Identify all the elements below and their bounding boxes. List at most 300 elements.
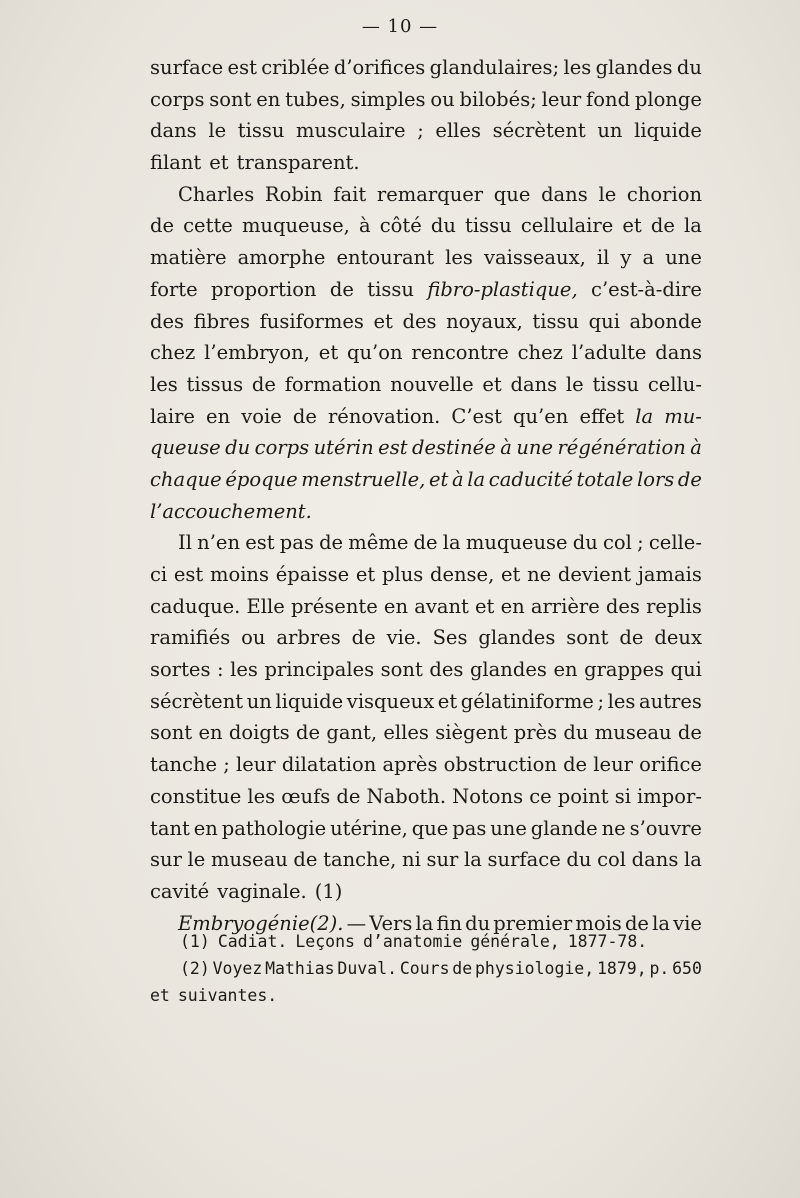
text-word: est — [378, 436, 408, 460]
text-word: arrière — [530, 594, 600, 618]
text-word: menstruelle, — [301, 467, 426, 491]
footnote-line — [150, 928, 702, 955]
text-word: de — [150, 214, 175, 238]
text-word: arbres — [276, 626, 341, 650]
text-word: le — [208, 119, 227, 143]
text-word: caduque. — [150, 594, 241, 618]
text-word: tanche, — [323, 848, 397, 872]
text-word: les — [247, 784, 276, 808]
text-word: devient — [557, 563, 632, 586]
text-word: l’accouchement. — [150, 499, 312, 523]
text-word: de — [563, 753, 588, 777]
text-word: est — [173, 563, 204, 586]
text-word: des — [150, 309, 185, 333]
text-word: Embryogénie(2). — [178, 911, 344, 935]
text-word: les — [445, 246, 473, 270]
text-word: le — [565, 372, 584, 396]
text-word: surface — [150, 56, 224, 79]
text-line — [150, 527, 702, 559]
text-word: le — [187, 848, 206, 872]
text-word: Naboth. — [366, 784, 447, 808]
footnote-word: (1) — [180, 932, 210, 951]
text-word: du — [572, 531, 598, 555]
text-word: la — [652, 911, 670, 935]
text-word: du — [225, 436, 251, 460]
text-line — [150, 781, 702, 813]
text-line — [150, 622, 702, 654]
text-word: voie — [241, 404, 282, 428]
text-word: leur — [541, 87, 582, 111]
text-word: de — [251, 372, 276, 396]
text-word: avant — [414, 594, 469, 618]
text-word: la — [467, 467, 486, 491]
text-word: il — [596, 246, 610, 270]
footnote-word: d’anatomie — [362, 932, 463, 951]
text-word: noyaux, — [446, 309, 523, 333]
text-word: de — [351, 626, 376, 650]
text-word: une — [490, 816, 527, 840]
text-word: glandes — [469, 658, 547, 682]
text-word: du — [563, 721, 589, 745]
footnote-word: Cours — [399, 959, 450, 978]
text-word: nouvelle — [390, 372, 474, 396]
text-word: tant — [150, 816, 190, 840]
text-line — [150, 274, 702, 306]
text-word: gélatiniforme — [460, 689, 594, 713]
text-word: les — [230, 658, 258, 682]
text-word: et — [373, 309, 393, 333]
text-word: ; — [597, 689, 605, 713]
footnote-word: Mathias — [265, 959, 335, 978]
text-word: fin — [436, 911, 463, 935]
text-word: musculaire — [296, 119, 406, 143]
footnote-line — [150, 955, 702, 982]
text-word: transparent. — [236, 151, 360, 175]
text-word: y — [620, 246, 632, 270]
text-word: tissus — [186, 372, 244, 396]
text-word: à — [452, 467, 464, 491]
text-word: de — [329, 277, 354, 301]
text-word: des — [605, 594, 640, 618]
text-word: abonde — [629, 309, 702, 333]
text-word: impor- — [637, 784, 702, 808]
text-word: à — [690, 436, 702, 460]
footnote-word: et — [150, 986, 170, 1005]
text-word: fibres — [193, 309, 250, 333]
text-word: une — [516, 436, 554, 460]
text-word: les — [563, 56, 592, 79]
text-word: glande — [530, 816, 598, 840]
text-word: corps — [150, 87, 205, 111]
text-word: Charles — [178, 182, 255, 206]
text-word: formation — [284, 372, 382, 396]
text-word: en — [383, 594, 409, 618]
footnote-word: 650 — [672, 959, 702, 978]
text-word: effet — [579, 404, 625, 428]
text-word: jamais — [637, 563, 702, 586]
text-word: elles — [435, 119, 481, 143]
text-word: col — [603, 531, 632, 555]
text-word: doigts — [228, 721, 290, 745]
text-word: ne — [527, 563, 552, 586]
text-word: leur — [593, 753, 633, 777]
text-word: simples — [350, 87, 426, 111]
footnote-word: 1879, — [596, 959, 647, 978]
text-word: tissu — [532, 309, 580, 333]
text-word: sécrètent — [150, 689, 244, 713]
text-word: deux — [654, 626, 702, 650]
text-word: présente — [290, 594, 378, 618]
text-word: gant, — [326, 721, 378, 745]
text-word: sont — [209, 87, 252, 111]
text-word: pas — [452, 816, 487, 840]
text-word: chez — [517, 341, 563, 365]
text-word: destinée — [412, 436, 496, 460]
text-word: en — [206, 404, 231, 428]
text-word: utérine, — [330, 816, 408, 840]
text-word: de — [677, 721, 702, 745]
text-word: ; — [223, 753, 230, 777]
text-word: replis — [646, 594, 702, 618]
text-word: vie. — [386, 626, 422, 650]
text-word: liquide — [634, 119, 702, 143]
text-word: même — [348, 531, 409, 555]
text-word: tubes, — [285, 87, 346, 111]
text-word: cette — [183, 214, 233, 238]
text-word: du — [465, 911, 491, 935]
text-word: sortes — [150, 658, 211, 682]
text-word: sur — [426, 848, 459, 872]
text-word: la — [415, 911, 434, 935]
text-word: Vers — [369, 911, 413, 935]
footnote-word: générale, — [470, 932, 560, 951]
text-line — [150, 115, 702, 147]
text-word: qu’en — [513, 404, 569, 428]
text-word: sur — [150, 848, 182, 872]
text-word: et — [482, 372, 502, 396]
text-word: du — [676, 56, 702, 79]
text-line — [150, 52, 702, 84]
text-word: glandes — [478, 626, 556, 650]
footnote-word: de — [452, 959, 473, 978]
text-line — [150, 559, 702, 591]
text-word: muqueuse — [465, 531, 568, 555]
text-word: amorphe — [237, 246, 326, 270]
text-word: museau — [210, 848, 288, 872]
text-word: pathologie — [221, 816, 327, 840]
footnote-word: physiologie, — [474, 959, 595, 978]
text-word: en — [193, 816, 218, 840]
text-word: cellu- — [647, 372, 702, 396]
text-word: la — [442, 531, 461, 555]
text-word: en — [256, 87, 281, 111]
text-word: tanche — [150, 753, 218, 777]
text-line — [150, 147, 702, 179]
text-word: est — [227, 56, 257, 79]
text-word: ce — [529, 784, 552, 808]
text-word: sont — [380, 658, 423, 682]
text-word: de — [292, 404, 317, 428]
text-word: sont — [150, 721, 193, 745]
text-word: dans — [510, 372, 558, 396]
text-word: utérin — [313, 436, 374, 460]
text-word: à — [500, 436, 512, 460]
text-word: fait — [333, 182, 367, 206]
text-word: le — [598, 182, 617, 206]
text-word: rénovation. — [327, 404, 441, 428]
text-word: tissu — [592, 372, 640, 396]
text-word: cavité — [150, 879, 210, 903]
text-word: ne — [601, 816, 626, 840]
text-word: ou — [430, 87, 455, 111]
text-word: pas — [279, 531, 314, 555]
body-text — [150, 52, 702, 939]
text-word: matière — [150, 246, 227, 270]
text-word: premier — [493, 911, 573, 935]
text-word: — — [346, 911, 367, 935]
text-word: liquide — [275, 689, 344, 713]
text-word: constitue — [150, 784, 242, 808]
text-word: chez — [150, 341, 196, 365]
text-word: ; — [417, 119, 424, 143]
text-line — [150, 876, 702, 908]
text-word: de — [650, 214, 675, 238]
footnote-word: (2) — [180, 959, 210, 978]
text-word: plus — [381, 563, 424, 586]
text-line — [150, 496, 702, 528]
text-word: moins — [209, 563, 270, 586]
text-word: vaisseaux, — [483, 246, 586, 270]
text-word: l’adulte — [571, 341, 647, 365]
text-word: la — [684, 848, 702, 872]
text-word: fond — [586, 87, 631, 111]
text-word: autres — [639, 689, 702, 713]
text-line — [150, 210, 702, 242]
text-word: qui — [588, 309, 620, 333]
text-word: plonge — [634, 87, 702, 111]
footnote-word: suivantes. — [177, 986, 278, 1005]
text-word: mu- — [664, 404, 702, 428]
footnote-word: p. — [649, 959, 670, 978]
text-word: des — [429, 658, 464, 682]
text-word: fibro-plastique, — [427, 277, 578, 301]
text-word: en — [500, 594, 525, 618]
text-word: Il — [178, 531, 192, 555]
footnotes — [150, 928, 702, 1009]
footnote-word: Cadiat. — [217, 932, 288, 951]
text-word: totale — [576, 467, 634, 491]
footnote-word: Voyez — [212, 959, 263, 978]
text-word: celle- — [648, 531, 702, 555]
text-word: ou — [241, 626, 266, 650]
text-word: criblée — [261, 56, 330, 79]
text-word: de — [296, 721, 321, 745]
text-word: point — [557, 784, 609, 808]
text-line — [150, 306, 702, 338]
text-word: œufs — [281, 784, 331, 808]
text-line — [150, 686, 702, 718]
text-word: fusiformes — [259, 309, 364, 333]
text-word: cellulaire — [520, 214, 614, 238]
text-word: tissu — [237, 119, 285, 143]
text-line — [150, 337, 702, 369]
text-word: époque — [225, 467, 298, 491]
text-word: et — [318, 341, 339, 365]
text-word: grappes — [584, 658, 665, 682]
text-word: et — [501, 563, 521, 586]
text-word: une — [665, 246, 702, 270]
text-word: côté — [379, 214, 422, 238]
text-word: muqueuse, — [241, 214, 350, 238]
text-word: et — [429, 467, 449, 491]
text-word: orifice — [639, 753, 702, 777]
text-word: tissu — [465, 214, 512, 238]
text-word: en — [198, 721, 223, 745]
text-word: rencontre — [411, 341, 509, 365]
text-word: tissu — [367, 277, 414, 301]
text-word: a — [642, 246, 655, 270]
text-word: la — [635, 404, 654, 428]
text-word: dilatation — [281, 753, 377, 777]
text-word: si — [614, 784, 631, 808]
text-word: l’embryon, — [204, 341, 310, 365]
text-line — [150, 401, 702, 433]
text-word: est — [245, 531, 275, 555]
text-word: les — [607, 689, 636, 713]
text-word: du — [566, 848, 592, 872]
text-word: proportion — [211, 277, 317, 301]
text-word: du — [430, 214, 456, 238]
text-word: caducité — [488, 467, 573, 491]
text-word: un — [597, 119, 623, 143]
text-word: siègent — [435, 721, 508, 745]
text-word: la — [684, 214, 702, 238]
text-word: C’est — [451, 404, 502, 428]
text-word: dans — [150, 119, 197, 143]
text-line — [150, 432, 702, 464]
text-word: sécrètent — [492, 119, 586, 143]
text-word: et — [209, 151, 229, 175]
text-word: chaque — [150, 467, 222, 491]
text-line — [150, 84, 702, 116]
text-line — [150, 591, 702, 623]
text-word: dans — [655, 341, 702, 365]
text-word: bilobés; — [459, 87, 537, 111]
footnote-word: Duval. — [337, 959, 398, 978]
text-word: c’est-à-dire — [591, 277, 702, 301]
text-line — [150, 242, 702, 274]
text-word: ni — [402, 848, 421, 872]
text-line — [150, 464, 702, 496]
text-word: col — [597, 848, 627, 872]
footnote-word: Leçons — [295, 932, 355, 951]
text-word: entourant — [336, 246, 435, 270]
text-word: corps — [254, 436, 310, 460]
text-word: la — [464, 848, 482, 872]
text-word: leur — [236, 753, 276, 777]
text-word: dans — [631, 848, 679, 872]
text-line — [150, 717, 702, 749]
text-word: de — [677, 467, 702, 491]
text-word: Robin — [264, 182, 323, 206]
text-word: d’orifices — [333, 56, 426, 79]
text-word: Ses — [432, 626, 468, 650]
text-word: les — [150, 372, 178, 396]
text-word: glandes — [595, 56, 673, 79]
text-word: dans — [541, 182, 588, 206]
text-word: et — [355, 563, 376, 586]
text-word: qu’on — [347, 341, 403, 365]
text-word: remarquer — [376, 182, 484, 206]
text-word: obstruction — [443, 753, 557, 777]
text-word: museau — [594, 721, 672, 745]
text-word: ramifiés — [150, 626, 231, 650]
text-word: laire — [150, 404, 195, 428]
text-word: lors — [636, 467, 675, 491]
text-word: surface — [487, 848, 561, 872]
text-word: après — [382, 753, 438, 777]
text-line — [150, 813, 702, 845]
text-word: près — [513, 721, 558, 745]
text-line — [150, 749, 702, 781]
text-line — [150, 654, 702, 686]
text-word: ; — [637, 531, 644, 555]
text-word: ci — [150, 563, 168, 586]
text-word: : — [217, 658, 224, 682]
text-word: glandulaires; — [429, 56, 560, 79]
text-word: en — [553, 658, 578, 682]
text-word: régénération — [557, 436, 686, 460]
text-word: un — [246, 689, 272, 713]
text-line — [150, 179, 702, 211]
text-line — [150, 844, 702, 876]
text-word: dense, — [429, 563, 495, 586]
text-word: Notons — [452, 784, 524, 808]
text-word: s’ouvre — [629, 816, 702, 840]
text-word: principales — [264, 658, 375, 682]
text-word: de — [624, 911, 649, 935]
footnote-word: 1877-78. — [567, 932, 648, 951]
text-word: que — [493, 182, 531, 206]
footnote-line — [150, 982, 702, 1009]
text-word: qui — [670, 658, 702, 682]
text-word: et — [437, 689, 458, 713]
text-word: vaginale. — [217, 879, 307, 903]
text-word: de — [336, 784, 361, 808]
text-word: sont — [566, 626, 609, 650]
text-word: vie — [673, 911, 702, 935]
text-word: épaisse — [275, 563, 350, 586]
text-word: et — [475, 594, 495, 618]
text-word: que — [411, 816, 449, 840]
text-word: forte — [150, 277, 198, 301]
text-word: Elle — [246, 594, 285, 618]
text-word: chorion — [626, 182, 702, 206]
text-word: n’en — [197, 531, 240, 555]
page-number: — 10 — — [361, 16, 439, 37]
text-word: de — [319, 531, 344, 555]
text-word: queuse — [150, 436, 221, 460]
text-word: à — [358, 214, 371, 238]
text-word: visqueux — [346, 689, 435, 713]
text-word: (1) — [314, 879, 343, 903]
text-word: de — [619, 626, 644, 650]
text-word: et — [622, 214, 642, 238]
text-line — [150, 369, 702, 401]
text-word: de — [413, 531, 438, 555]
text-word: mois — [575, 911, 622, 935]
text-word: des — [402, 309, 437, 333]
